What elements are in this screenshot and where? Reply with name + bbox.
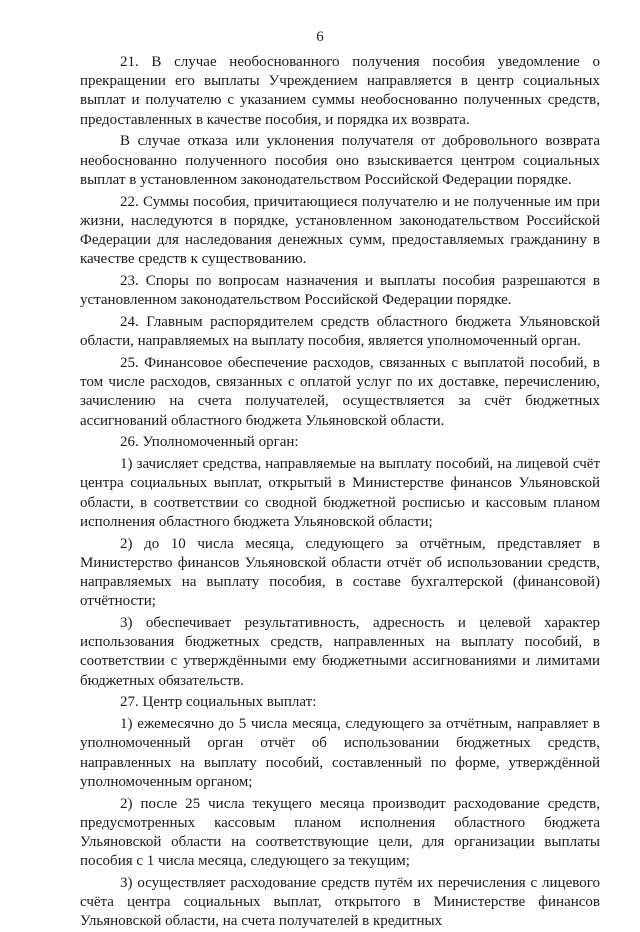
- paragraph-21: 21. В случае необоснованного получения пособия уведомление о прекращении его выплаты Учреждением направляется в центр социальных выплат и получателю с указанием суммы необоснованно полученных средств, предоставленных в качестве пособия, и порядка их возврата.: [80, 54, 600, 128]
- paragraph-25: 25. Финансовое обеспечение расходов, связанных с выплатой пособий, в том числе расходов, связанных с оплатой услуг по их доставке, перечислению, зачислению на счета получателей, осуществляется за счёт бюджетных ассигнований областного бюджета Ульяновской области.: [80, 355, 600, 429]
- paragraph-23: 23. Споры по вопросам назначения и выплаты пособия разрешаются в установленном законодательством Российской Федерации порядке.: [80, 273, 600, 309]
- paragraph-21-refusal: В случае отказа или уклонения получателя от добровольного возврата необоснованно полученного пособия оно взыскивается центром социальных выплат в установленном законодательством Российской Федерации порядке.: [80, 133, 600, 188]
- paragraph-27-heading: 27. Центр социальных выплат:: [120, 694, 317, 711]
- paragraph-27-item-1: 1) ежемесячно до 5 числа месяца, следующего за отчётным, направляет в уполномоченный орган отчёт об использовании бюджетных средств, направленных на выплату пособий, составленный по форме, утверждённой уполномоченным органом;: [80, 716, 600, 790]
- paragraph-24: 24. Главным распорядителем средств областного бюджета Ульяновской области, направляемых на выплату пособия, является уполномоченный орган.: [80, 314, 600, 350]
- paragraph-27-item-3: 3) осуществляет расходование средств путём их перечисления с лицевого счёта центра социальных выплат, открытого в Министерстве финансов Ульяновской области, на счета получателей в кредитных: [80, 875, 600, 930]
- paragraph-27-item-2: 2) после 25 числа текущего месяца производит расходование средств, предусмотренных кассовым планом исполнения областного бюджета Ульяновской области на соответствующие цели, для организации выплаты пособия с 1 числа месяца, следующего за текущим;: [80, 795, 600, 870]
- paragraph-26-item-3: 3) обеспечивает результативность, адресность и целевой характер использования бюджетных средств, направленных на выплату пособий, в соответствии с утверждёнными ему бюджетными ассигнованиями и лимитами бюджетных обязательств.: [80, 615, 600, 689]
- paragraph-22: 22. Суммы пособия, причитающиеся получателю и не полученные им при жизни, наследуются в порядке, установленном законодательством Российской Федерации для наследования денежных сумм, предоставляемых гражданину в качестве средств к существованию.: [80, 193, 600, 268]
- document-body: [80, 53, 600, 932]
- paragraph-26-item-1: 1) зачисляет средства, направляемые на выплату пособий, на лицевой счёт центра социальных выплат, открытый в Министерстве финансов Ульяновской области, в соответствии со сводной бюджетной росписью и кассовым планом исполнения областного бюджета Ульяновской области;: [80, 456, 600, 530]
- page-number: 6: [316, 29, 324, 45]
- paragraph-26-item-2: 2) до 10 числа месяца, следующего за отчётным, представляет в Министерство финансов Ульяновской области отчёт об использовании средств, направляемых на выплату пособия, в составе бухгалтерской (финансовой) отчётности;: [80, 535, 600, 610]
- paragraph-26-heading: 26. Уполномоченный орган:: [120, 434, 299, 451]
